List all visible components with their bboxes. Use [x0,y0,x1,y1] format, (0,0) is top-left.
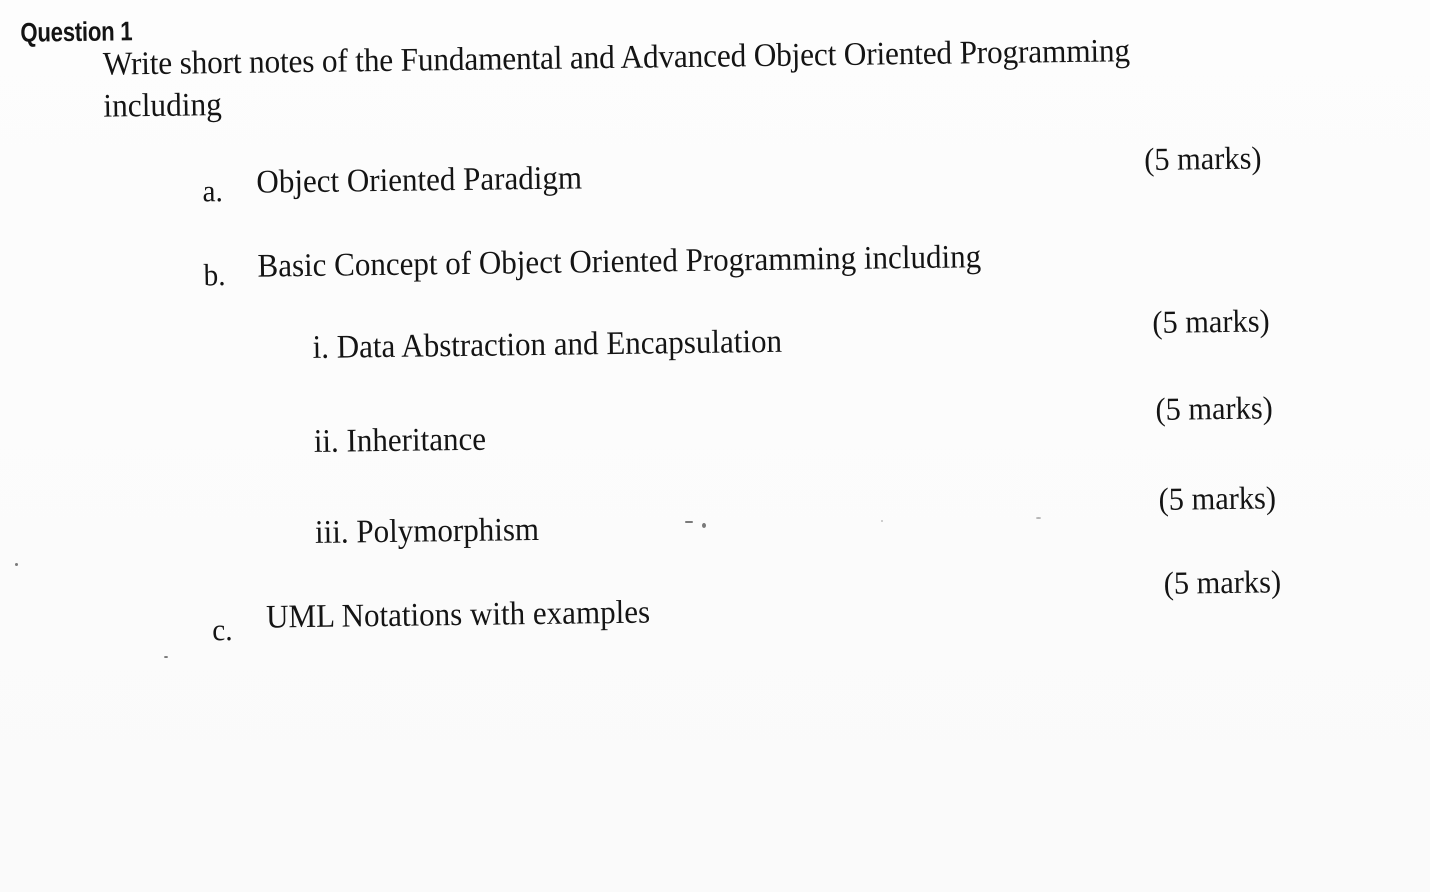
subitem-iii-text: iii. Polymorphism [314,511,540,551]
question-intro-line-2: including [103,87,223,125]
subitem-ii-text: ii. Inheritance [313,421,487,460]
item-c-marks: (5 marks) [1163,563,1282,601]
scan-speck [881,520,883,522]
item-a-marker: a. [202,173,223,209]
question-intro-line-1: Write short notes of the Fundamental and Advanced Object Oriented Programming [102,33,1131,83]
item-c-text: UML Notations with examples [265,594,651,636]
item-c-marker: c. [212,612,233,648]
scan-speck [164,656,168,658]
subitem-ii-marks: (5 marks) [1155,389,1274,427]
item-b-marker: b. [203,257,226,293]
scan-speck [685,521,693,523]
question-title: Question 1 [20,16,133,48]
scan-speck [15,563,18,566]
scan-speck [702,523,706,528]
item-b-text: Basic Concept of Object Oriented Programming including [257,239,982,285]
scan-speck [1036,517,1041,519]
subitem-i-text: i. Data Abstraction and Encapsulation [312,323,783,366]
subitem-iii-marks: (5 marks) [1158,479,1277,517]
item-a-text: Object Oriented Paradigm [256,160,583,201]
subitem-i-marks: (5 marks) [1152,302,1270,340]
item-a-marks: (5 marks) [1143,139,1262,178]
